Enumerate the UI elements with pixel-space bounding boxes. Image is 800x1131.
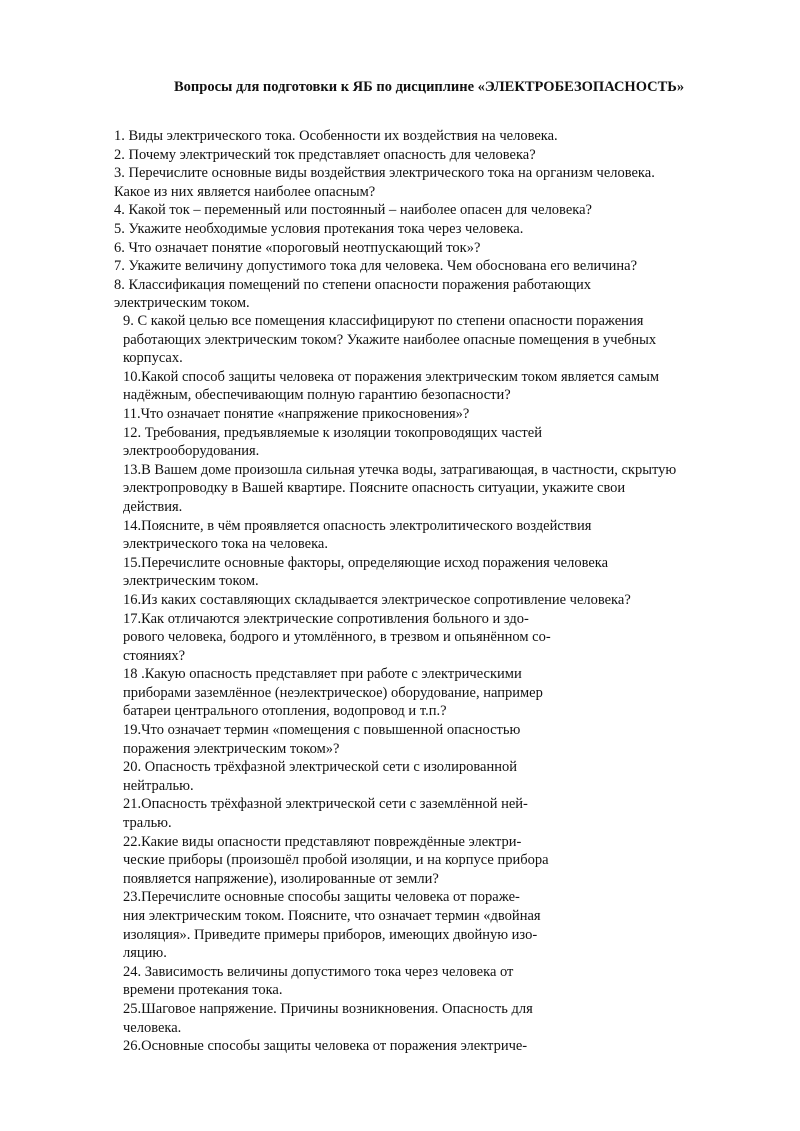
question-line: человека. xyxy=(123,1019,182,1036)
question-line: 10.Какой способ защиты человека от поражения электрическим током является самым xyxy=(123,368,660,385)
question-line: электрического тока на человека. xyxy=(123,536,328,553)
question-line: 7. Укажите величину допустимого тока для человека. Чем обоснована его величина? xyxy=(114,258,638,275)
question-line: 22.Какие виды опасности представляют повреждённые электри- xyxy=(123,833,522,850)
question-line: 11.Что означает понятие «напряжение прикосновения»? xyxy=(123,405,470,422)
question-line: 13.В Вашем доме произошла сильная утечка воды, затрагивающая, в частности, скрытую xyxy=(123,461,677,478)
questions-block-2 xyxy=(123,312,676,1056)
question-line: 3. Перечислите основные виды воздействия электрического тока на организм человека. xyxy=(114,165,655,182)
question-line: 12. Требования, предъявляемые к изоляции токопроводящих частей xyxy=(123,424,542,441)
question-line: 1. Виды электрического тока. Особенности их воздействия на человека. xyxy=(114,128,558,144)
question-line: 15.Перечислите основные факторы, определяющие исход поражения человека xyxy=(123,554,609,571)
question-line: 4. Какой ток – переменный или постоянный – наиболее опасен для человека? xyxy=(114,202,592,219)
question-line: ния электрическим током. Поясните, что означает термин «двойная xyxy=(123,908,541,924)
question-line: 24. Зависимость величины допустимого тока через человека от xyxy=(123,963,514,980)
question-line: электропроводку в Вашей квартире. Поясните опасность ситуации, укажите свои xyxy=(123,480,626,497)
question-line: 18 .Какую опасность представляет при работе с электрическими xyxy=(123,666,522,683)
question-line: электрическим током. xyxy=(114,295,250,312)
question-line: 20. Опасность трёхфазной электрической сети с изолированной xyxy=(123,759,517,776)
question-line: стояниях? xyxy=(123,647,186,664)
question-line: изоляция». Приведите примеры приборов, имеющих двойную изо- xyxy=(123,926,538,943)
question-line: тралью. xyxy=(123,815,172,832)
question-line: 2. Почему электрический ток представляет опасность для человека? xyxy=(114,146,536,163)
question-line: электрооборудования. xyxy=(123,443,260,460)
question-line: 25.Шаговое напряжение. Причины возникновения. Опасность для xyxy=(123,1000,533,1017)
question-line: действия. xyxy=(123,498,183,515)
question-line: 26.Основные способы защиты человека от поражения электриче- xyxy=(123,1038,528,1055)
question-line: 6. Что означает понятие «пороговый неотпускающий ток»? xyxy=(114,239,481,256)
question-line: рового человека, бодрого и утомлённого, в трезвом и опьянённом со- xyxy=(123,629,551,646)
question-line: 14.Поясните, в чём проявляется опасность электролитического воздействия xyxy=(123,517,592,534)
question-line: 9. С какой целью все помещения классифицируют по степени опасности поражения xyxy=(123,313,644,329)
question-line: ческие приборы (произошёл пробой изоляции, и на корпусе прибора xyxy=(123,852,549,869)
question-line: 5. Укажите необходимые условия протекания тока через человека. xyxy=(114,220,524,237)
question-line: приборами заземлённое (неэлектрическое) оборудование, например xyxy=(123,684,543,701)
question-line: 17.Как отличаются электрические сопротивления больного и здо- xyxy=(123,610,529,627)
question-line: 23.Перечислите основные способы защиты человека от пораже- xyxy=(123,889,520,906)
question-line: Какое из них является наиболее опасным? xyxy=(114,183,376,200)
question-line: корпусах. xyxy=(123,350,183,367)
question-line: 19.Что означает термин «помещения с повышенной опасностью xyxy=(123,722,521,739)
question-line: появляется напряжение), изолированные от земли? xyxy=(123,870,439,887)
question-line: электрическим током. xyxy=(123,573,259,590)
questions-block-1 xyxy=(114,127,655,313)
document-title: Вопросы для подготовки к ЯБ по дисциплине «ЭЛЕКТРОБЕЗОПАСНОСТЬ» xyxy=(174,79,685,95)
question-line: нейтралью. xyxy=(123,777,194,794)
question-line: 21.Опасность трёхфазной электрической сети с заземлённой ней- xyxy=(123,796,528,813)
question-line: времени протекания тока. xyxy=(123,982,283,999)
question-line: работающих электрическим током? Укажите наиболее опасные помещения в учебных xyxy=(123,331,657,348)
question-line: ляцию. xyxy=(123,945,167,962)
question-line: 8. Классификация помещений по степени опасности поражения работающих xyxy=(114,276,591,293)
question-line: 16.Из каких составляющих складывается электрическое сопротивление человека? xyxy=(123,591,631,608)
question-line: батареи центрального отопления, водопровод и т.п.? xyxy=(123,703,447,720)
question-line: поражения электрическим током»? xyxy=(123,740,340,757)
question-line: надёжным, обеспечивающим полную гарантию безопасности? xyxy=(123,387,511,404)
